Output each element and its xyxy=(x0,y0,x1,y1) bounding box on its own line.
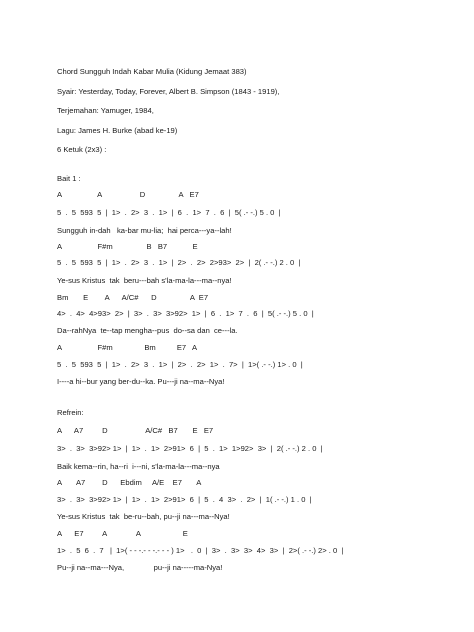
meter-info: 6 Ketuk (2x3) : xyxy=(57,145,107,154)
notation-line: 4> . 4> 4>93> 2> | 3> . 3> 3>92> 1> | 6 . 1> 7 . 6 | 5( .- -.) 5 . 0 | xyxy=(57,309,314,318)
notation-line: 3> . 3> 3>92> 1> | 1> . 1> 2>91> 6 | 5 . 1> 1>92> 3> | 2( .- -.) 2 . 0 | xyxy=(57,444,323,453)
chord-line: A A7 D A/C# B7 E E7 xyxy=(57,426,214,435)
chord-line: A E7 A A E xyxy=(57,529,188,538)
song-title: Chord Sungguh Indah Kabar Mulia (Kidung Jemaat 383) xyxy=(57,67,247,76)
lyrics-credit: Syair: Yesterday, Today, Forever, Albert B. Simpson (1843 - 1919), xyxy=(57,87,280,96)
chord-line: A A D A E7 xyxy=(57,190,199,199)
chord-line: A F#m B B7 E xyxy=(57,242,198,251)
lyric-line: Ye-sus Kristus tak beru---bah s'la-ma-la---ma--nya! xyxy=(57,276,232,285)
chord-line: Bm E A A/C# D A E7 xyxy=(57,293,209,302)
lyric-line: Baik kema--rin, ha--ri i---ni, s'la-ma-la---ma--nya xyxy=(57,462,220,471)
lyric-line: Pu--ji na--ma---Nya, pu--ji na-----ma-Nya! xyxy=(57,563,223,572)
notation-line: 3> . 3> 3>92> 1> | 1> . 1> 2>91> 6 | 5 . 4 3> . 2> | 1( .- -.) 1 . 0 | xyxy=(57,495,312,504)
chord-line: A A7 D Ebdim A/E E7 A xyxy=(57,478,202,487)
lyric-line: Da--rahNya te--tap mengha--pus do--sa dan ce---la. xyxy=(57,326,238,335)
chorus-label: Refrein: xyxy=(57,408,84,417)
chord-line: A F#m Bm E7 A xyxy=(57,343,198,352)
music-credit: Lagu: James H. Burke (abad ke-19) xyxy=(57,126,178,135)
notation-line: 5 . 5 593 5 | 1> . 2> 3 . 1> | 2> . 2> 2>93> 2> | 2( .- -.) 2 . 0 | xyxy=(57,258,301,267)
notation-line: 5 . 5 593 5 | 1> . 2> 3 . 1> | 6 . 1> 7 . 6 | 5( .- -.) 5 . 0 | xyxy=(57,208,281,217)
notation-line: 5 . 5 593 5 | 1> . 2> 3 . 1> | 2> . 2> 1> . 7> | 1>( .- -.) 1> . 0 | xyxy=(57,360,303,369)
verse-label: Bait 1 : xyxy=(57,174,81,183)
translation-credit: Terjemahan: Yamuger, 1984, xyxy=(57,106,154,115)
lyric-line: I----a hi--bur yang ber-du--ka. Pu---ji na--ma--Nya! xyxy=(57,377,225,386)
lyric-line: Sungguh in-dah ka-bar mu-lia; hai perca---ya--lah! xyxy=(57,226,232,235)
notation-line: 1> . 5 6 . 7 | 1>( - - -.- - -.- - - ) 1> . 0 | 3> . 3> 3> 4> 3> | 2>( .- -.) 2> . 0 | xyxy=(57,546,344,555)
lyric-line: Ye-sus Kristus tak be-ru--bah, pu--ji na---ma--Nya! xyxy=(57,512,230,521)
